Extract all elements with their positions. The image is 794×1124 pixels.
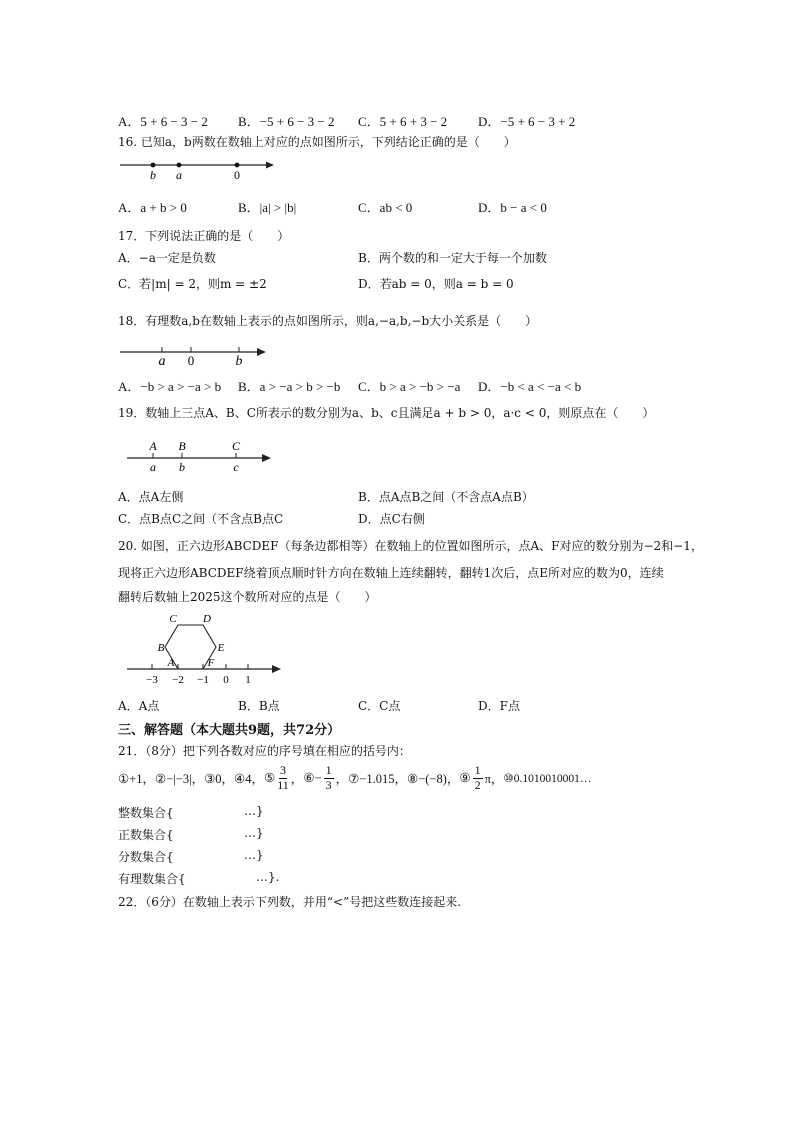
point-zero xyxy=(235,163,240,168)
set-integers-tail: …} xyxy=(244,804,264,818)
item-6-prefix: ⑥− xyxy=(303,771,322,785)
label-point-c: C xyxy=(231,439,241,453)
denominator: 2 xyxy=(474,777,481,792)
item-5-suffix: ， xyxy=(290,772,304,786)
q18-option-a: A．−b > a > −a > b xyxy=(118,379,222,394)
numerator: 3 xyxy=(280,763,287,778)
q17-option-c: C．若|m| = 2，则m = ±2 xyxy=(118,277,267,291)
vertex-b: B xyxy=(157,642,165,654)
label-value-c: c xyxy=(233,460,239,474)
set-label: 正数集合{ xyxy=(118,828,174,842)
q17-stem: 17．下列说法正确的是（ ） xyxy=(118,229,290,243)
q19-number-line xyxy=(125,438,275,474)
item-5 xyxy=(264,764,303,791)
q16-number-line xyxy=(118,155,278,183)
tick-label: −1 xyxy=(197,674,209,686)
q17-option-a: A．−a一定是负数 xyxy=(118,251,216,265)
q19-option-b: B．点A点B之间（不含点A点B） xyxy=(358,490,534,504)
tick-label: −2 xyxy=(172,674,184,686)
label-a: a xyxy=(176,168,182,182)
set-fractions-tail: …} xyxy=(244,848,264,862)
q16-stem: 16. 已知a，b两数在数轴上对应的点如图所示，下列结论正确的是（ ） xyxy=(118,135,516,149)
q19-option-a: A．点A左侧 xyxy=(118,490,184,504)
point-b xyxy=(151,163,156,168)
item-9-suffix: π， xyxy=(484,772,504,786)
set-label: 有理数集合{ xyxy=(118,872,186,886)
item-3: ③0， xyxy=(204,772,235,786)
label-point-b: B xyxy=(178,439,186,453)
vertex-a: A xyxy=(167,657,175,669)
point-a xyxy=(177,163,182,168)
q19-option-c: C．点B点C之间（不含点B点C xyxy=(118,512,284,526)
item-2: ②−|−3|， xyxy=(155,772,205,786)
set-positives-tail: …} xyxy=(244,826,264,840)
q20-hexagon-figure xyxy=(125,612,285,686)
q19-stem: 19．数轴上三点A、B、C所表示的数分别为a、b、c且满足a + b > 0，a·c < 0，则原点在（ ） xyxy=(118,406,655,420)
q15-option-d: D．−5 + 6 − 3 + 2 xyxy=(478,114,576,129)
item-1: ①+1， xyxy=(118,772,156,786)
set-label: 分数集合{ xyxy=(118,850,174,864)
item-9-prefix: ⑨ xyxy=(459,771,471,785)
q20-line1: 20. 如图，正六边形ABCDEF（每条边都相等）在数轴上的位置如图所示，点A、F对应的数分别为−2和−1， xyxy=(118,539,703,553)
vertex-e: E xyxy=(217,642,225,654)
set-integers xyxy=(118,804,174,821)
q20-option-a: A．A点 xyxy=(118,699,160,713)
item-8: ⑧−(−8)， xyxy=(406,772,460,786)
label-zero: 0 xyxy=(187,353,195,368)
q16-option-b: B．|a| > |b| xyxy=(238,200,297,215)
item-10: ⑩0.1010010001… xyxy=(503,773,592,785)
q18-option-d: D．−b < a < −a < b xyxy=(478,379,582,394)
q22-stem: 22．（6分）在数轴上表示下列数，并用“<”号把这些数连接起来. xyxy=(118,895,462,909)
q20-line3: 翻转后数轴上2025这个数所对应的点是（ ） xyxy=(118,590,377,604)
label-value-a: a xyxy=(150,460,156,474)
tick-label: 1 xyxy=(245,674,251,686)
q15-option-a: A．5 + 6 − 3 − 2 xyxy=(118,114,208,129)
numerator: 1 xyxy=(474,763,481,778)
vertex-c: C xyxy=(169,613,177,625)
fraction xyxy=(324,764,334,791)
set-label: 整数集合{ xyxy=(118,806,174,820)
q17-option-d: D．若ab = 0，则a = b = 0 xyxy=(358,277,514,291)
label-zero: 0 xyxy=(234,168,240,182)
q20-option-d: D．F点 xyxy=(478,699,520,713)
q17-option-b: B．两个数的和一定大于每一个加数 xyxy=(358,251,547,265)
set-fractions xyxy=(118,848,174,865)
label-point-a: A xyxy=(149,439,157,453)
q18-option-b: B．a > −a > b > −b xyxy=(238,379,341,394)
set-rationals xyxy=(118,870,186,887)
q18-number-line xyxy=(118,343,278,367)
q21-stem: 21．（8分）把下列各数对应的序号填在相应的括号内： xyxy=(118,744,411,758)
q15-option-b: B．−5 + 6 − 3 − 2 xyxy=(238,114,335,129)
item-4: ④4， xyxy=(234,772,265,786)
q16-option-a: A．a + b > 0 xyxy=(118,200,187,215)
q21-number-list xyxy=(118,760,591,796)
label-value-b: b xyxy=(179,460,185,474)
fraction xyxy=(277,764,289,791)
fraction xyxy=(473,764,483,791)
set-rationals-tail: …}. xyxy=(256,870,280,884)
section-title: 三、解答题（本大题共9题，共72分） xyxy=(118,723,341,738)
tick-label: −3 xyxy=(146,674,158,686)
label-b: b xyxy=(235,354,243,369)
tick-label: 0 xyxy=(223,674,229,686)
item-6-suffix: ， xyxy=(335,772,349,786)
label-b: b xyxy=(150,168,156,182)
q18-stem: 18．有理数a,b在数轴上表示的点如图所示，则a,−a,b,−b大小关系是（ ） xyxy=(118,314,538,328)
numerator: 1 xyxy=(325,763,332,778)
q20-line2: 现将正六边形ABCDEF绕着顶点顺时针方向在数轴上连续翻转，翻转1次后，点E所对应的数为0，连续 xyxy=(118,566,664,580)
q20-option-b: B．B点 xyxy=(238,699,280,713)
q15-option-c: C．5 + 6 + 3 − 2 xyxy=(358,114,448,129)
denominator: 11 xyxy=(277,777,289,792)
label-a: a xyxy=(158,354,166,369)
q18-option-c: C．b > a > −b > −a xyxy=(358,379,461,394)
q16-option-d: D．b − a < 0 xyxy=(478,200,547,215)
q20-option-c: C．C点 xyxy=(358,699,401,713)
item-5-prefix: ⑤ xyxy=(264,771,276,785)
set-positives xyxy=(118,826,174,843)
item-7: ⑦−1.015， xyxy=(348,772,407,786)
denominator: 3 xyxy=(325,777,332,792)
item-6 xyxy=(303,764,348,791)
q19-option-d: D．点C右侧 xyxy=(358,512,425,526)
item-9 xyxy=(459,764,503,791)
vertex-f: F xyxy=(207,657,215,669)
vertex-d: D xyxy=(203,613,211,625)
q16-option-c: C．ab < 0 xyxy=(358,200,413,215)
